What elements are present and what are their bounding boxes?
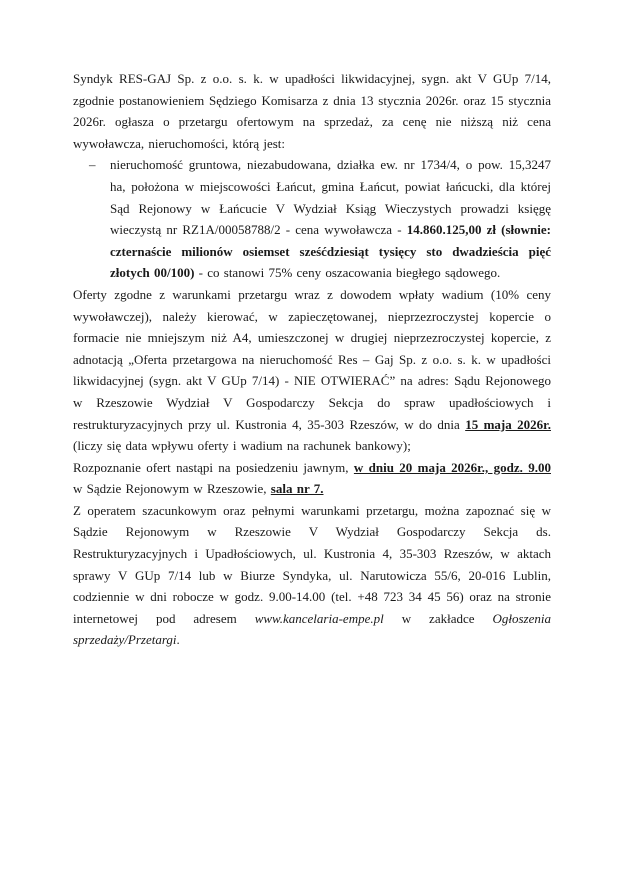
run-hearing-intro: Rozpoznanie ofert nastąpi na posiedzeniu jawnym, — [73, 459, 354, 475]
run-contact-end: . — [176, 632, 180, 648]
list-item-property — [73, 154, 551, 284]
run-property-suffix: - co stanowi 75% ceny oszacowania biegłego sądowego. — [194, 265, 501, 281]
paragraph-intro — [73, 68, 551, 154]
run-property-price: 14.860.125,00 zł (słownie: czternaście milionów osiemset sześćdziesiąt tysięcy sto dwadzieścia pięć złotych 00/100) — [110, 222, 551, 281]
run-contact-website: www.kancelaria-empe.pl — [254, 610, 384, 626]
run-intro: Syndyk RES-GAJ Sp. z o.o. s. k. w upadłości likwidacyjnej, sygn. akt V GUp 7/14, zgodnie postanowieniem Sędziego Komisarza z dnia 13 stycznia 2026r. oraz 15 stycznia 2026r. ogłasza o przetargu ofertowym na sprzedaż, za cenę nie niższą niż cena wywoławcza, nieruchomości, którą jest: — [73, 71, 551, 151]
run-hearing-datetime: w dniu 20 maja 2026r., godz. 9.00 — [353, 459, 551, 475]
paragraph-offers — [73, 284, 551, 457]
list-dash-marker: – — [89, 157, 96, 173]
run-offers-body: Oferty zgodne z warunkami przetargu wraz z dowodem wpłaty wadium (10% ceny wywoławczej), należy kierować, w zapieczętowanej, nieprzezroczystej kopercie o formacie nie mniejszym niż A4, umieszczonej w drugiej nieprzezroczystej kopercie, z adnotacją „Oferta przetargowa na nieruchomość Res – Gaj Sp. z o.o. s. k. w upadłości likwidacyjnej (sygn. akt V GUp 7/14) - NIE OTWIERAĆ” na adres: Sądu Rejonowego w Rzeszowie Wydział V Gospodarczy Sekcja do spraw upadłościowych i restrukturyzacyjnych przy ul. Kustronia 4, 35-303 Rzeszów, w do dnia — [73, 286, 551, 432]
paragraph-hearing — [73, 457, 551, 500]
run-property-desc: nieruchomość gruntowa, niezabudowana, działka ew. nr 1734/4, o pow. 15,3247 ha, położona w miejscowości Łańcut, gmina Łańcut, powiat łańcucki, dla której Sąd Rejonowy w Łańcucie V Wydział Ksiąg Wieczystych prowadzi księgę wieczystą nr RZ1A/00058788/2 - cena wywoławcza - — [110, 157, 551, 238]
run-contact-mid: w zakładce — [383, 610, 493, 626]
run-offers-deadline: 15 maja 2026r. — [465, 416, 551, 432]
run-offers-tail: (liczy się data wpływu oferty i wadium na rachunek bankowy); — [73, 438, 411, 454]
run-hearing-mid: w Sądzie Rejonowym w Rzeszowie, — [73, 481, 271, 497]
run-hearing-room: sala nr 7. — [270, 481, 324, 497]
paragraph-contact — [73, 500, 551, 651]
run-contact-body: Z operatem szacunkowym oraz pełnymi warunkami przetargu, można zapoznać się w Sądzie Rejonowym w Rzeszowie V Wydział Gospodarczy Sekcja ds. Restrukturyzacyjnych i Upadłościowych, ul. Kustronia 4, 35-303 Rzeszów, w aktach sprawy V GUp 7/14 lub w Biurze Syndyka, ul. Narutowicza 55/6, 20-016 Lublin, codziennie w dni robocze w godz. 9.00-14.00 (tel. +48 723 34 45 56) oraz na stronie internetowej pod adresem — [73, 502, 551, 626]
run-contact-tab: Ogłoszenia sprzedaży/Przetargi — [73, 610, 551, 648]
